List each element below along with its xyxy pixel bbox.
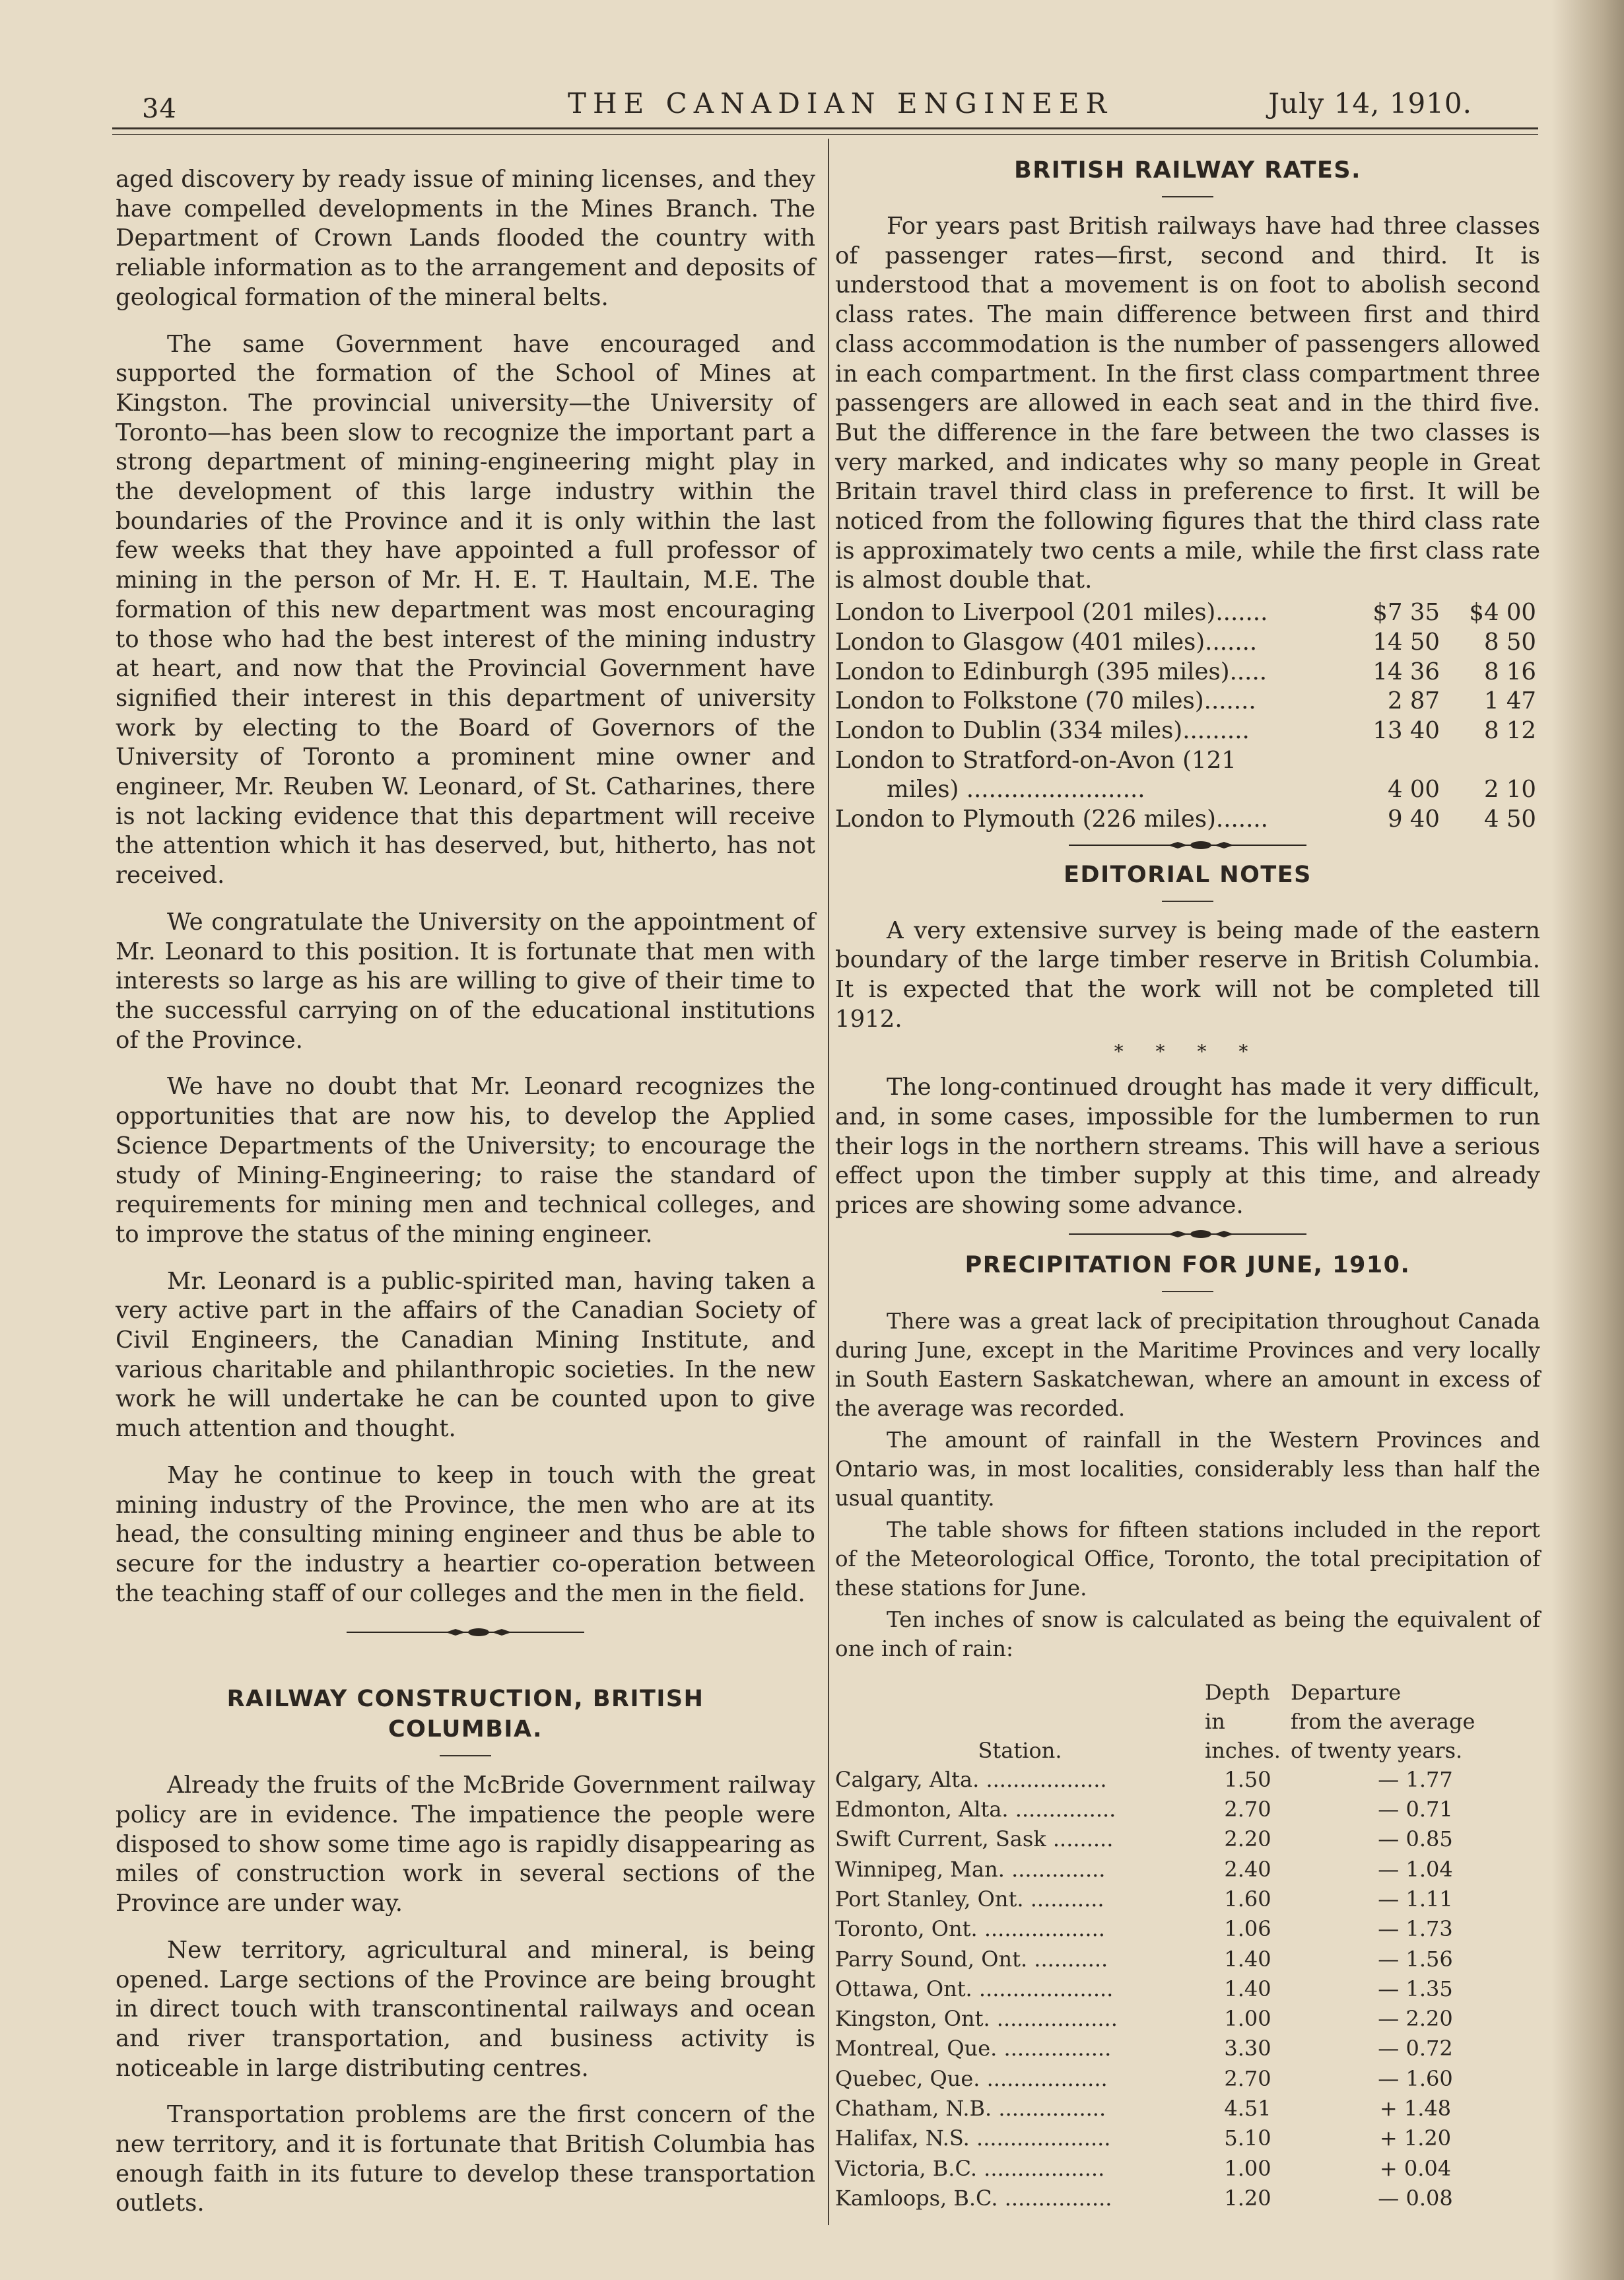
body-paragraph: New territory, agricultural and mineral, is being opened. Large sections of the Province are being brought in direct touch with transcontinental railways and ocean and river transportation, and business activity is noticeable in large distributing centres. [116, 1936, 815, 2082]
body-paragraph: Already the fruits of the McBride Government railway policy are in evidence. The impatience the people were disposed to show some time ago is rapidly disappearing as miles of construction work in several sections of the Province are under way. [116, 1772, 815, 1917]
table-row: Parry Sound, Ont. ........... 1.40 — 1.56 [835, 1946, 1453, 1972]
header-rule [112, 127, 1538, 129]
table-row: Ottawa, Ont. .................... 1.40 — 1.35 [835, 1976, 1453, 2001]
ornament-divider [1069, 839, 1306, 852]
ornament-divider [347, 1626, 584, 1639]
heading-rule [1162, 196, 1213, 197]
page-number: 34 [142, 94, 177, 124]
ornament-divider [1069, 1227, 1306, 1241]
heading-rule [1162, 901, 1213, 902]
table-row: London to Folkstone (70 miles)....... 2 87 1 47 [835, 687, 1536, 715]
heading-rule [1162, 1291, 1213, 1292]
column-header-depth: Depth in inches. [1205, 1679, 1281, 1763]
table-row: miles) ........................ 4 00 2 10 [887, 776, 1536, 804]
body-paragraph: May he continue to keep in touch with the great mining industry of the Province, the men who are at its head, the consulting mining engineer and thus be able to secure for the industry a heartier co-operation between the teaching staff of our colleges and the men in the field. [116, 1461, 815, 1607]
body-paragraph: The table shows for fifteen stations included in the report of the Meteorological Office, Toronto, the total precipitation of these stations for June. [835, 1517, 1540, 1601]
issue-date: July 14, 1910. [1268, 87, 1472, 120]
page-header [112, 79, 1532, 125]
table-row: Toronto, Ont. .................. 1.06 — 1.73 [835, 1916, 1453, 1942]
table-row: London to Edinburgh (395 miles)..... 14 36 8 16 [835, 658, 1536, 685]
body-paragraph: We have no doubt that Mr. Leonard recognizes the opportunities that are now his, to develop the Applied Science Departments of the University; to encourage the study of Mining-Engineering; to raise the standard of requirements for mining men and technical colleges, and to improve the status of the mining engineer. [116, 1073, 815, 1248]
table-row: London to Stratford-on-Avon (121 [835, 746, 1236, 774]
journal-title: THE CANADIAN ENGINEER [568, 87, 1114, 120]
section-heading-editorial: EDITORIAL NOTES [1064, 861, 1312, 888]
column-header-station: Station. [978, 1737, 1062, 1763]
table-row: London to Glasgow (401 miles)....... 14 50 8 50 [835, 628, 1536, 656]
page-edge-shadow [1551, 0, 1624, 2280]
body-paragraph: We congratulate the University on the appointment of Mr. Leonard to this position. It is fortunate that men with interests so large as his are willing to give of their time to the successful carrying on of the educational institutions of the Province. [116, 908, 815, 1054]
table-row: London to Liverpool (201 miles)....... $7 35 $4 00 [835, 599, 1536, 627]
table-row: Kamloops, B.C. ................ 1.20 — 0.08 [835, 2185, 1453, 2211]
body-paragraph: Transportation problems are the first concern of the new territory, and it is fortunate that British Columbia has enough faith in its future to develop these transportation outlets. [116, 2101, 815, 2217]
table-row: Swift Current, Sask ......... 2.20 — 0.85 [835, 1826, 1453, 1852]
table-row: Halifax, N.S. .................... 5.10 + 1.20 [835, 2125, 1452, 2151]
body-paragraph: aged discovery by ready issue of mining licenses, and they have compelled developments in the Mines Branch. The Department of Crown Lands flooded the country with reliable information as to the arrangement and deposits of geological formation of the mineral belts. [116, 166, 815, 311]
table-header-row [835, 1678, 1540, 1765]
column-divider [828, 139, 829, 2225]
section-heading-railway-bc: RAILWAY CONSTRUCTION, BRITISH COLUMBIA. [226, 1686, 704, 1743]
table-row: London to Dublin (334 miles)......... 13 40 8 12 [835, 716, 1536, 744]
body-paragraph: Mr. Leonard is a public-spirited man, having taken a very active part in the affairs of the Canadian Society of Civil Engineers, the Canadian Mining Institute, and various charitable and philanthropic societies. In the new work he will undertake he can be counted upon to give much attention and thought. [116, 1267, 815, 1443]
table-row: Victoria, B.C. .................. 1.00 + 0.04 [835, 2155, 1452, 2181]
body-paragraph: The same Government have encouraged and supported the formation of the School of Mines at Kingston. The provincial university—the University of Toronto—has been slow to recognize the important part a strong department of mining-engineering might play in the development of this large industry within the boundaries of the Province and it is only within the last few weeks that they have appointed a full professor of mining in the person of Mr. H. E. T. Haultain, M.E. The formation of this new department was most encouraging to those who had the best interest of the mining industry at heart, and now that the Provincial Government have signified their interest in this department of university work by electing to the Board of Governors of the University of Toronto a prominent mine owner and engineer, Mr. Reuben W. Leonard, of St. Catharines, there is not lacking evidence that this department will receive the attention which it has deserved, but, hitherto, has not received. [116, 330, 815, 889]
body-paragraph: The amount of rainfall in the Western Provinces and Ontario was, in most localities, considerably less than half the usual quantity. [835, 1427, 1540, 1511]
table-row: Winnipeg, Man. .............. 2.40 — 1.04 [835, 1856, 1453, 1882]
section-stars: * * * * [1114, 1040, 1262, 1062]
left-column [116, 165, 815, 2236]
heading-rule [440, 1755, 491, 1756]
fares-table [835, 598, 1540, 835]
header-rule-thin [112, 134, 1538, 135]
body-paragraph: For years past British railways have had three classes of passenger rates—first, second and third. It is understood that a movement is on foot to abolish second class rates. The main difference between first and third class accommodation is the number of passengers allowed in each compartment. In the first class compartment three passengers are allowed in each seat and in the third five. But the difference in the fare between the two classes is very marked, and indicates why so many people in Great Britain travel third class in preference to first. It will be noticed from the following figures that the third class rate is approximately two cents a mile, while the first class rate is almost double that. [835, 213, 1540, 594]
body-paragraph: A very extensive survey is being made of the eastern boundary of the large timber reserve in British Columbia. It is expected that the work will not be completed till 1912. [835, 916, 1540, 1033]
body-paragraph: Ten inches of snow is calculated as being the equivalent of one inch of rain: [835, 1606, 1540, 1661]
table-row: Quebec, Que. .................. 2.70 — 1.60 [835, 2065, 1453, 2091]
table-row: London to Plymouth (226 miles)....... 9 40 4 50 [835, 806, 1536, 833]
precipitation-table [835, 1678, 1540, 2213]
table-row: Port Stanley, Ont. ........... 1.60 — 1.11 [835, 1886, 1453, 1912]
column-header-departure: Departure from the average of twenty years. [1291, 1679, 1475, 1763]
table-row: Montreal, Que. ................ 3.30 — 0.72 [835, 2036, 1453, 2061]
section-heading-precipitation: PRECIPITATION FOR JUNE, 1910. [964, 1251, 1411, 1278]
body-paragraph: The long-continued drought has made it very difficult, and, in some cases, impossible for the lumbermen to run their logs in the northern streams. This will have a serious effect upon the timber supply at this time, and already prices are showing some advance. [835, 1074, 1540, 1220]
section-heading-british-rates: BRITISH RAILWAY RATES. [1014, 157, 1361, 184]
table-row: Calgary, Alta. .................. 1.50 — 1.77 [835, 1766, 1453, 1792]
body-paragraph: There was a great lack of precipitation throughout Canada during June, except in the Maritime Provinces and very locally in South Eastern Saskatchewan, where an amount in excess of the average was recorded. [835, 1308, 1540, 1421]
table-row: Edmonton, Alta. ............... 2.70 — 0.71 [835, 1797, 1453, 1822]
right-column [835, 155, 1540, 2213]
table-row: Chatham, N.B. ................ 4.51 + 1.48 [835, 2096, 1452, 2122]
table-row: Kingston, Ont. .................. 1.00 — 2.20 [835, 2006, 1453, 2032]
